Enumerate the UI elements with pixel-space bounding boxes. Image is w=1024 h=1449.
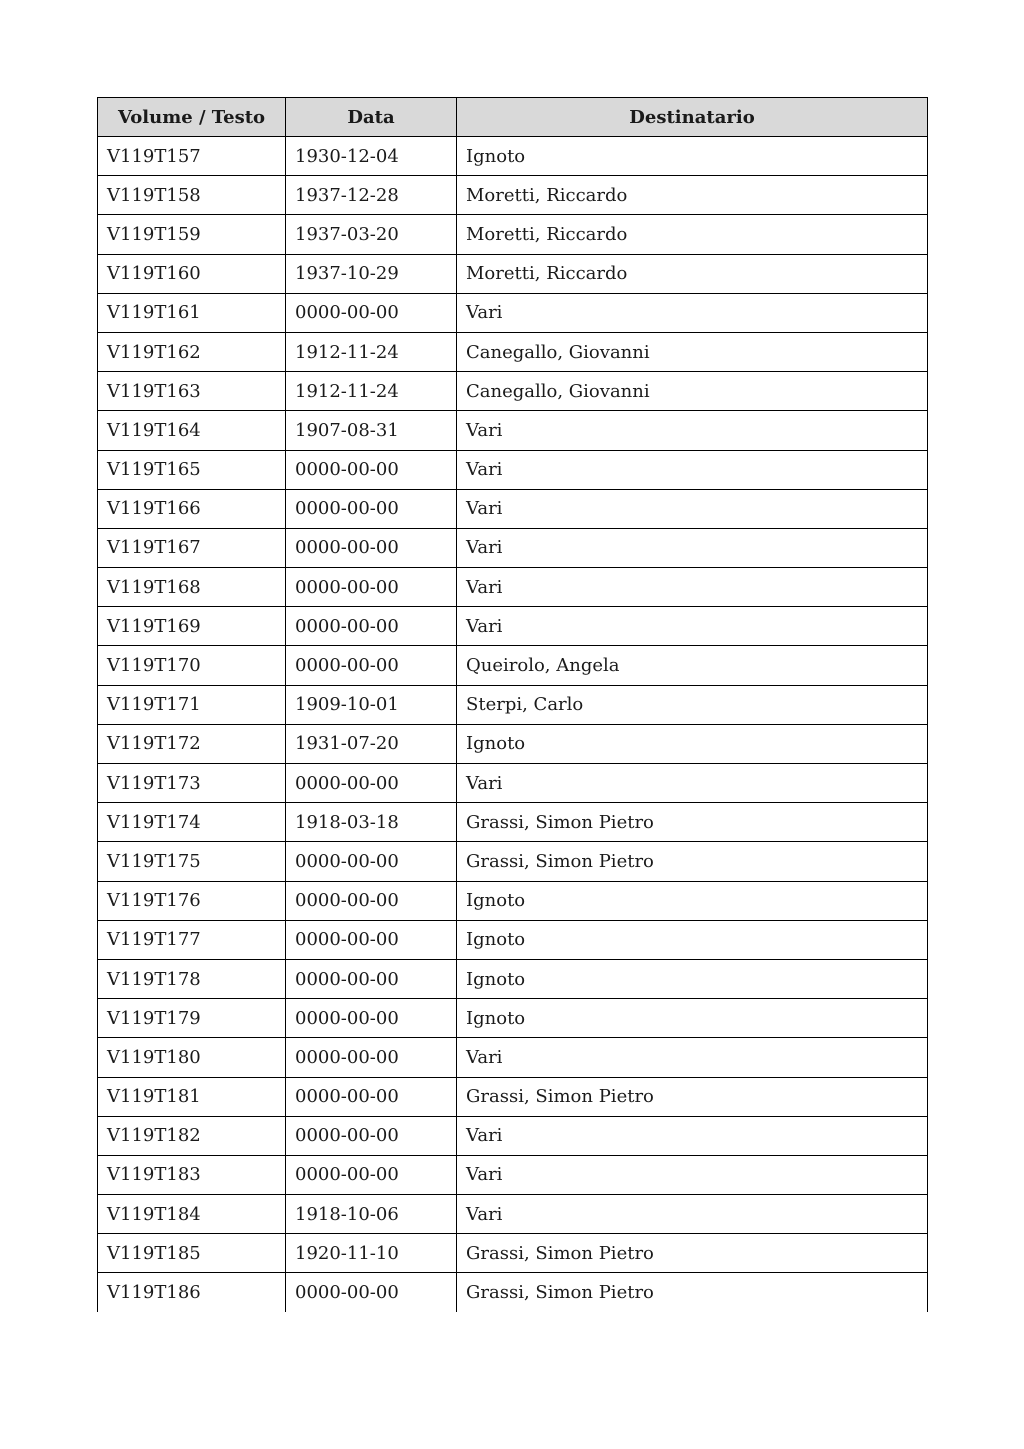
- volume-testo-cell: V119T183: [98, 1155, 286, 1194]
- table-row: [98, 607, 928, 646]
- table-row: [98, 1116, 928, 1155]
- volume-testo-cell: V119T167: [98, 528, 286, 567]
- volume-testo-cell: V119T173: [98, 764, 286, 803]
- volume-testo-cell: V119T160: [98, 254, 286, 293]
- destinatario-cell: Grassi, Simon Pietro: [457, 1077, 928, 1116]
- destinatario-cell: Vari: [457, 411, 928, 450]
- destinatario-cell: Ignoto: [457, 724, 928, 763]
- volume-testo-cell: V119T162: [98, 332, 286, 371]
- destinatario-cell: Moretti, Riccardo: [457, 254, 928, 293]
- data-cell: 1907-08-31: [286, 411, 457, 450]
- table-row: [98, 881, 928, 920]
- destinatario-cell: Vari: [457, 1116, 928, 1155]
- table-row: [98, 999, 928, 1038]
- volume-testo-cell: V119T182: [98, 1116, 286, 1155]
- table-row: [98, 959, 928, 998]
- data-cell: 0000-00-00: [286, 646, 457, 685]
- header-destinatario: Destinatario: [457, 98, 928, 137]
- data-cell: 0000-00-00: [286, 1038, 457, 1077]
- table-row: [98, 293, 928, 332]
- volume-testo-cell: V119T163: [98, 372, 286, 411]
- destinatario-cell: Vari: [457, 568, 928, 607]
- data-cell: 0000-00-00: [286, 842, 457, 881]
- data-cell: 0000-00-00: [286, 1077, 457, 1116]
- table-row: [98, 1195, 928, 1234]
- table-row: [98, 489, 928, 528]
- volume-testo-cell: V119T177: [98, 920, 286, 959]
- table-row: [98, 1038, 928, 1077]
- volume-testo-cell: V119T185: [98, 1234, 286, 1273]
- data-cell: 1918-10-06: [286, 1195, 457, 1234]
- header-data: Data: [286, 98, 457, 137]
- destinatario-cell: Vari: [457, 293, 928, 332]
- volume-testo-cell: V119T186: [98, 1273, 286, 1312]
- data-cell: 0000-00-00: [286, 920, 457, 959]
- table-row: [98, 568, 928, 607]
- table-row: [98, 1234, 928, 1273]
- table-row: [98, 803, 928, 842]
- volume-testo-cell: V119T176: [98, 881, 286, 920]
- destinatario-cell: Grassi, Simon Pietro: [457, 842, 928, 881]
- volume-testo-cell: V119T175: [98, 842, 286, 881]
- data-cell: 0000-00-00: [286, 450, 457, 489]
- table-row: [98, 215, 928, 254]
- table-body: [98, 137, 928, 1313]
- volume-testo-cell: V119T174: [98, 803, 286, 842]
- destinatario-cell: Vari: [457, 1155, 928, 1194]
- destinatario-cell: Vari: [457, 607, 928, 646]
- table-row: [98, 685, 928, 724]
- data-cell: 1920-11-10: [286, 1234, 457, 1273]
- destinatario-cell: Sterpi, Carlo: [457, 685, 928, 724]
- destinatario-cell: Grassi, Simon Pietro: [457, 1273, 928, 1312]
- volume-testo-cell: V119T184: [98, 1195, 286, 1234]
- destinatario-cell: Grassi, Simon Pietro: [457, 1234, 928, 1273]
- destinatario-cell: Vari: [457, 528, 928, 567]
- header-volume-testo: Volume / Testo: [98, 98, 286, 137]
- data-cell: 0000-00-00: [286, 568, 457, 607]
- table-row: [98, 920, 928, 959]
- destinatario-cell: Ignoto: [457, 999, 928, 1038]
- destinatario-cell: Queirolo, Angela: [457, 646, 928, 685]
- destinatario-cell: Vari: [457, 764, 928, 803]
- volume-testo-cell: V119T170: [98, 646, 286, 685]
- volume-testo-cell: V119T161: [98, 293, 286, 332]
- data-cell: 0000-00-00: [286, 489, 457, 528]
- table-row: [98, 450, 928, 489]
- destinatario-cell: Ignoto: [457, 137, 928, 176]
- destinatario-cell: Vari: [457, 489, 928, 528]
- table-row: [98, 1155, 928, 1194]
- volume-testo-cell: V119T180: [98, 1038, 286, 1077]
- destinatario-cell: Grassi, Simon Pietro: [457, 803, 928, 842]
- data-cell: 0000-00-00: [286, 959, 457, 998]
- volume-testo-cell: V119T168: [98, 568, 286, 607]
- data-cell: 1931-07-20: [286, 724, 457, 763]
- destinatario-cell: Canegallo, Giovanni: [457, 332, 928, 371]
- data-cell: 0000-00-00: [286, 607, 457, 646]
- data-cell: 0000-00-00: [286, 1116, 457, 1155]
- data-cell: 0000-00-00: [286, 528, 457, 567]
- volume-testo-cell: V119T178: [98, 959, 286, 998]
- volume-testo-cell: V119T172: [98, 724, 286, 763]
- table-header: [98, 98, 928, 137]
- destinatario-cell: Vari: [457, 1038, 928, 1077]
- data-cell: 1909-10-01: [286, 685, 457, 724]
- data-cell: 1918-03-18: [286, 803, 457, 842]
- table-row: [98, 137, 928, 176]
- table-row: [98, 724, 928, 763]
- table-row: [98, 528, 928, 567]
- data-cell: 1937-10-29: [286, 254, 457, 293]
- table-row: [98, 764, 928, 803]
- volume-testo-cell: V119T158: [98, 176, 286, 215]
- table-row: [98, 646, 928, 685]
- table-row: [98, 372, 928, 411]
- header-row: [98, 98, 928, 137]
- data-cell: 0000-00-00: [286, 764, 457, 803]
- data-cell: 0000-00-00: [286, 1273, 457, 1312]
- destinatario-cell: Ignoto: [457, 920, 928, 959]
- table-row: [98, 176, 928, 215]
- volume-testo-cell: V119T171: [98, 685, 286, 724]
- data-cell: 1930-12-04: [286, 137, 457, 176]
- letters-table: [97, 97, 928, 1312]
- destinatario-cell: Ignoto: [457, 959, 928, 998]
- destinatario-cell: Moretti, Riccardo: [457, 176, 928, 215]
- volume-testo-cell: V119T164: [98, 411, 286, 450]
- volume-testo-cell: V119T157: [98, 137, 286, 176]
- table-row: [98, 1077, 928, 1116]
- volume-testo-cell: V119T179: [98, 999, 286, 1038]
- destinatario-cell: Moretti, Riccardo: [457, 215, 928, 254]
- destinatario-cell: Vari: [457, 1195, 928, 1234]
- table-row: [98, 332, 928, 371]
- data-cell: 0000-00-00: [286, 881, 457, 920]
- data-cell: 1912-11-24: [286, 372, 457, 411]
- volume-testo-cell: V119T181: [98, 1077, 286, 1116]
- table-row: [98, 842, 928, 881]
- data-cell: 1912-11-24: [286, 332, 457, 371]
- data-cell: 0000-00-00: [286, 293, 457, 332]
- data-cell: 1937-03-20: [286, 215, 457, 254]
- destinatario-cell: Canegallo, Giovanni: [457, 372, 928, 411]
- table-row: [98, 1273, 928, 1312]
- data-cell: 1937-12-28: [286, 176, 457, 215]
- volume-testo-cell: V119T165: [98, 450, 286, 489]
- table-row: [98, 411, 928, 450]
- destinatario-cell: Vari: [457, 450, 928, 489]
- volume-testo-cell: V119T159: [98, 215, 286, 254]
- destinatario-cell: Ignoto: [457, 881, 928, 920]
- data-cell: 0000-00-00: [286, 999, 457, 1038]
- data-cell: 0000-00-00: [286, 1155, 457, 1194]
- volume-testo-cell: V119T166: [98, 489, 286, 528]
- volume-testo-cell: V119T169: [98, 607, 286, 646]
- table-row: [98, 254, 928, 293]
